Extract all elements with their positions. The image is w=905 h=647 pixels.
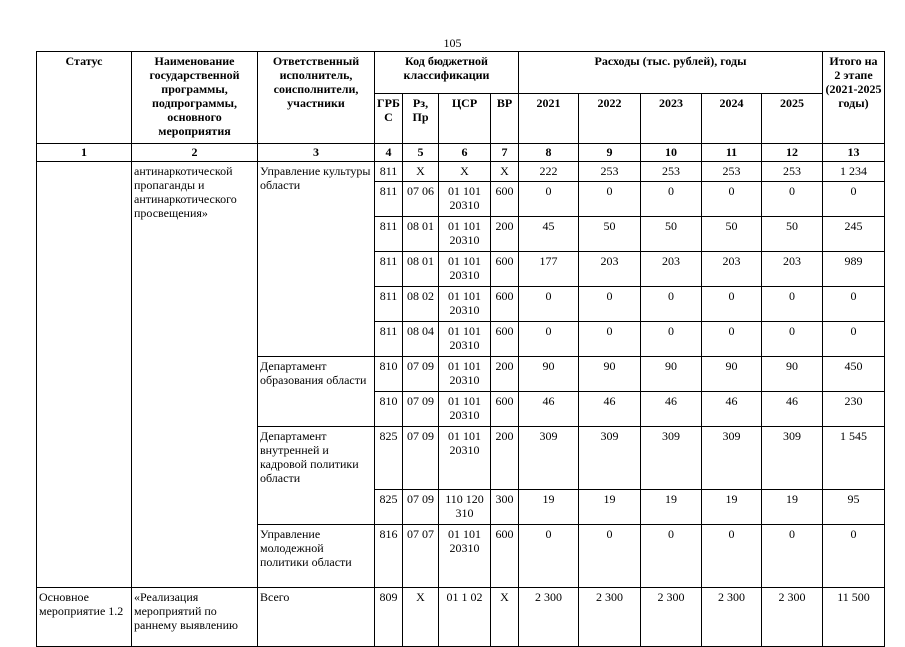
header-expenses: Расходы (тыс. рублей), годы	[519, 52, 823, 94]
total-cell: 0	[823, 182, 885, 217]
year-value-cell: 0	[519, 322, 579, 357]
table-body	[37, 144, 885, 647]
year-value-cell: 0	[702, 322, 762, 357]
vr-cell: 600	[491, 322, 519, 357]
grbs-cell: 810	[375, 392, 403, 427]
csr-cell: 01 101 20310	[439, 357, 491, 392]
total-cell: 0	[823, 525, 885, 588]
year-value-cell: 90	[519, 357, 579, 392]
grbs-cell: 811	[375, 182, 403, 217]
header-responsible: Ответственный исполнитель, соисполнители, участники	[258, 52, 375, 144]
csr-cell: 01 101 20310	[439, 322, 491, 357]
rzpr-cell: 07 09	[403, 357, 439, 392]
year-value-cell: 2 300	[641, 588, 702, 647]
total-cell: 95	[823, 490, 885, 525]
csr-cell: 01 101 20310	[439, 252, 491, 287]
program-name-cell: «Реализация мероприятий по раннему выявлению	[132, 588, 258, 647]
csr-cell: 110 120 310	[439, 490, 491, 525]
year-value-cell: 50	[702, 217, 762, 252]
year-value-cell: 0	[579, 182, 641, 217]
year-value-cell: 90	[641, 357, 702, 392]
rzpr-cell: Х	[403, 588, 439, 647]
csr-cell: 01 101 20310	[439, 217, 491, 252]
year-value-cell: 203	[579, 252, 641, 287]
column-number: 8	[519, 144, 579, 162]
year-value-cell: 309	[641, 427, 702, 490]
grbs-cell: 825	[375, 427, 403, 490]
grbs-cell: 810	[375, 357, 403, 392]
year-value-cell: 46	[762, 392, 823, 427]
header-rzpr: Рз, Пр	[403, 94, 439, 144]
year-value-cell: 0	[641, 287, 702, 322]
vr-cell: 600	[491, 182, 519, 217]
header-year-2025: 2025	[762, 94, 823, 144]
header-name: Наименование государственной программы, подпрограммы, основного мероприятия	[132, 52, 258, 144]
rzpr-cell: 07 09	[403, 392, 439, 427]
total-cell: 11 500	[823, 588, 885, 647]
year-value-cell: 2 300	[702, 588, 762, 647]
header-grbs: ГРБ С	[375, 94, 403, 144]
year-value-cell: 309	[519, 427, 579, 490]
total-cell: 0	[823, 287, 885, 322]
header-vr: ВР	[491, 94, 519, 144]
year-value-cell: 253	[579, 162, 641, 182]
csr-cell: 01 101 20310	[439, 392, 491, 427]
year-value-cell: 309	[702, 427, 762, 490]
column-number: 11	[702, 144, 762, 162]
year-value-cell: 0	[762, 182, 823, 217]
vr-cell: 200	[491, 427, 519, 490]
year-value-cell: 19	[641, 490, 702, 525]
rzpr-cell: 07 09	[403, 490, 439, 525]
rzpr-cell: 08 02	[403, 287, 439, 322]
year-value-cell: 0	[641, 182, 702, 217]
rzpr-cell: 07 09	[403, 427, 439, 490]
total-cell: 0	[823, 322, 885, 357]
column-number: 12	[762, 144, 823, 162]
rzpr-cell: Х	[403, 162, 439, 182]
year-value-cell: 50	[579, 217, 641, 252]
executor-cell: Управление культуры области	[258, 162, 375, 357]
year-value-cell: 0	[702, 182, 762, 217]
column-numbers-row	[37, 144, 885, 162]
header-csr: ЦСР	[439, 94, 491, 144]
year-value-cell: 253	[641, 162, 702, 182]
header-year-2021: 2021	[519, 94, 579, 144]
year-value-cell: 309	[762, 427, 823, 490]
budget-table	[36, 51, 885, 647]
rzpr-cell: 08 04	[403, 322, 439, 357]
column-number: 9	[579, 144, 641, 162]
year-value-cell: 0	[579, 322, 641, 357]
column-number: 2	[132, 144, 258, 162]
vr-cell: 600	[491, 392, 519, 427]
column-number: 1	[37, 144, 132, 162]
executor-cell: Департамент внутренней и кадровой политики области	[258, 427, 375, 525]
year-value-cell: 2 300	[579, 588, 641, 647]
total-cell: 245	[823, 217, 885, 252]
column-number: 4	[375, 144, 403, 162]
year-value-cell: 0	[579, 287, 641, 322]
executor-cell: Управление молодежной политики области	[258, 525, 375, 588]
rzpr-cell: 07 07	[403, 525, 439, 588]
year-value-cell: 19	[579, 490, 641, 525]
vr-cell: 600	[491, 252, 519, 287]
year-value-cell: 50	[641, 217, 702, 252]
header-total: Итого на 2 этапе (2021-2025 годы)	[823, 52, 885, 144]
header-year-2023: 2023	[641, 94, 702, 144]
year-value-cell: 0	[702, 525, 762, 588]
year-value-cell: 46	[579, 392, 641, 427]
grbs-cell: 811	[375, 322, 403, 357]
page-number: 105	[443, 36, 462, 50]
total-cell: 1 234	[823, 162, 885, 182]
year-value-cell: 19	[762, 490, 823, 525]
year-value-cell: 50	[762, 217, 823, 252]
year-value-cell: 46	[641, 392, 702, 427]
executor-cell: Департамент образования области	[258, 357, 375, 427]
vr-cell: 200	[491, 357, 519, 392]
year-value-cell: 90	[702, 357, 762, 392]
grbs-cell: 811	[375, 252, 403, 287]
total-cell: 450	[823, 357, 885, 392]
grbs-cell: 825	[375, 490, 403, 525]
year-value-cell: 46	[702, 392, 762, 427]
executor-cell: Всего	[258, 588, 375, 647]
year-value-cell: 0	[519, 182, 579, 217]
status-cell	[37, 162, 132, 588]
rzpr-cell: 08 01	[403, 217, 439, 252]
table-row	[37, 162, 885, 182]
vr-cell: 600	[491, 525, 519, 588]
year-value-cell: 0	[519, 525, 579, 588]
year-value-cell: 0	[641, 525, 702, 588]
year-value-cell: 0	[579, 525, 641, 588]
year-value-cell: 0	[702, 287, 762, 322]
year-value-cell: 309	[579, 427, 641, 490]
year-value-cell: 0	[519, 287, 579, 322]
column-number: 6	[439, 144, 491, 162]
vr-cell: 600	[491, 287, 519, 322]
csr-cell: 01 1 02	[439, 588, 491, 647]
grbs-cell: 816	[375, 525, 403, 588]
year-value-cell: 203	[762, 252, 823, 287]
header-year-2024: 2024	[702, 94, 762, 144]
year-value-cell: 0	[762, 322, 823, 357]
grbs-cell: 809	[375, 588, 403, 647]
csr-cell: 01 101 20310	[439, 182, 491, 217]
column-number: 3	[258, 144, 375, 162]
year-value-cell: 90	[762, 357, 823, 392]
year-value-cell: 0	[641, 322, 702, 357]
year-value-cell: 19	[702, 490, 762, 525]
year-value-cell: 46	[519, 392, 579, 427]
column-number: 5	[403, 144, 439, 162]
year-value-cell: 253	[702, 162, 762, 182]
total-cell: 230	[823, 392, 885, 427]
year-value-cell: 222	[519, 162, 579, 182]
csr-cell: 01 101 20310	[439, 525, 491, 588]
column-number: 10	[641, 144, 702, 162]
vr-cell: 300	[491, 490, 519, 525]
header-status: Статус	[37, 52, 132, 144]
year-value-cell: 45	[519, 217, 579, 252]
grbs-cell: 811	[375, 162, 403, 182]
header-budget-code: Код бюджетной классификации	[375, 52, 519, 94]
year-value-cell: 177	[519, 252, 579, 287]
program-name-cell: антинаркотической пропаганды и антинаркотического просвещения»	[132, 162, 258, 588]
csr-cell: Х	[439, 162, 491, 182]
year-value-cell: 203	[702, 252, 762, 287]
header-year-2022: 2022	[579, 94, 641, 144]
year-value-cell: 203	[641, 252, 702, 287]
year-value-cell: 2 300	[762, 588, 823, 647]
year-value-cell: 0	[762, 525, 823, 588]
table-row	[37, 588, 885, 647]
total-cell: 989	[823, 252, 885, 287]
year-value-cell: 2 300	[519, 588, 579, 647]
csr-cell: 01 101 20310	[439, 287, 491, 322]
grbs-cell: 811	[375, 287, 403, 322]
column-number: 13	[823, 144, 885, 162]
column-number: 7	[491, 144, 519, 162]
year-value-cell: 0	[762, 287, 823, 322]
vr-cell: 200	[491, 217, 519, 252]
year-value-cell: 90	[579, 357, 641, 392]
year-value-cell: 19	[519, 490, 579, 525]
csr-cell: 01 101 20310	[439, 427, 491, 490]
year-value-cell: 253	[762, 162, 823, 182]
total-cell: 1 545	[823, 427, 885, 490]
vr-cell: Х	[491, 162, 519, 182]
rzpr-cell: 07 06	[403, 182, 439, 217]
vr-cell: Х	[491, 588, 519, 647]
rzpr-cell: 08 01	[403, 252, 439, 287]
status-cell: Основное мероприятие 1.2	[37, 588, 132, 647]
grbs-cell: 811	[375, 217, 403, 252]
